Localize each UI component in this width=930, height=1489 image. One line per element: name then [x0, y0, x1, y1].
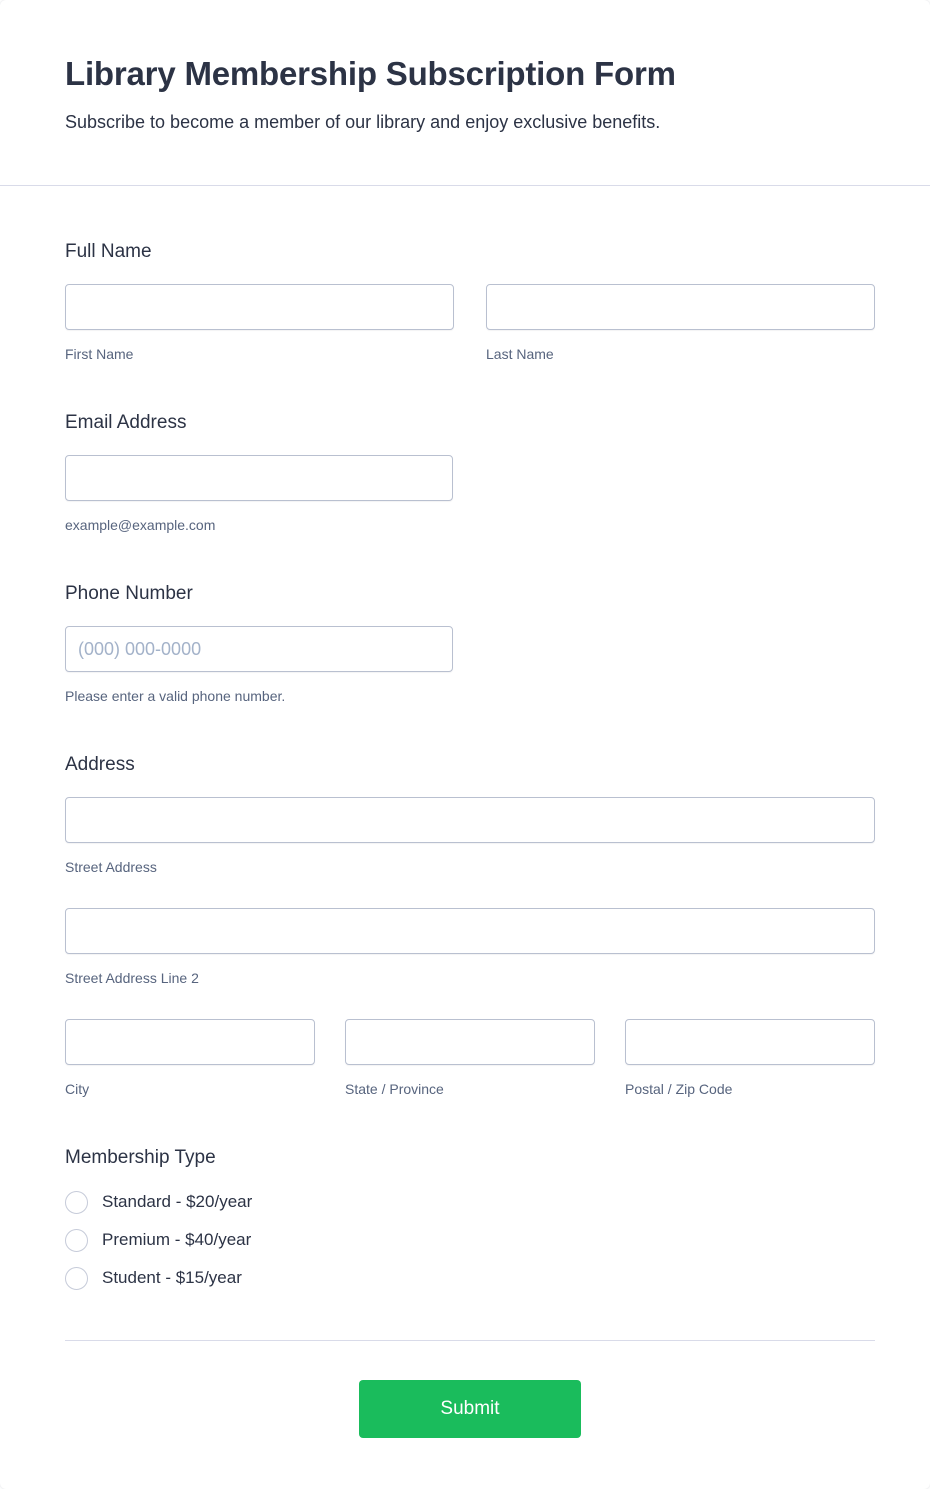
address-label: Address: [65, 754, 135, 775]
email-label: Email Address: [65, 412, 187, 433]
zip-input[interactable]: [625, 1019, 875, 1065]
radio-circle-icon[interactable]: [65, 1229, 88, 1252]
last-name-sublabel: Last Name: [486, 346, 554, 362]
street-address-sublabel: Street Address: [65, 859, 157, 875]
state-sublabel: State / Province: [345, 1081, 444, 1097]
radio-option-standard[interactable]: [65, 1190, 875, 1214]
street-address2-field-group: [65, 908, 875, 986]
radio-option-standard-label: Standard - $20/year: [102, 1192, 253, 1211]
city-sublabel: City: [65, 1081, 90, 1097]
form-body: [0, 186, 930, 1489]
full-name-section: [65, 241, 875, 362]
street-address-field-group: [65, 797, 875, 875]
first-name-input[interactable]: [65, 284, 454, 330]
page-title: Library Membership Subscription Form: [65, 55, 676, 92]
state-field-group: [345, 1019, 595, 1097]
radio-option-student-label: Student - $15/year: [102, 1268, 242, 1287]
first-name-field-group: [65, 284, 454, 362]
form-footer: [65, 1340, 875, 1489]
state-input[interactable]: [345, 1019, 595, 1065]
last-name-input[interactable]: [486, 284, 875, 330]
first-name-sublabel: First Name: [65, 346, 134, 362]
radio-circle-icon[interactable]: [65, 1267, 88, 1290]
city-input[interactable]: [65, 1019, 315, 1065]
radio-circle-icon[interactable]: [65, 1191, 88, 1214]
last-name-field-group: [486, 284, 875, 362]
submit-button[interactable]: Submit: [359, 1380, 581, 1438]
full-name-row: [65, 284, 875, 362]
address-section: [65, 754, 875, 1097]
membership-radio-group: [65, 1190, 875, 1290]
email-input[interactable]: [65, 455, 453, 501]
membership-type-label: Membership Type: [65, 1147, 216, 1168]
phone-section: [65, 583, 875, 704]
street-address2-input[interactable]: [65, 908, 875, 954]
zip-field-group: [625, 1019, 875, 1097]
street-address2-sublabel: Street Address Line 2: [65, 970, 199, 986]
radio-option-premium-label: Premium - $40/year: [102, 1230, 252, 1249]
phone-input[interactable]: [65, 626, 453, 672]
zip-sublabel: Postal / Zip Code: [625, 1081, 733, 1097]
street-address-input[interactable]: [65, 797, 875, 843]
page-subtitle: Subscribe to become a member of our library and enjoy exclusive benefits.: [65, 112, 661, 132]
radio-option-premium[interactable]: [65, 1228, 875, 1252]
radio-option-student[interactable]: [65, 1266, 875, 1290]
form-header: [0, 0, 930, 186]
city-state-zip-row: [65, 1019, 875, 1097]
phone-sublabel: Please enter a valid phone number.: [65, 688, 286, 704]
full-name-label: Full Name: [65, 241, 152, 262]
phone-label: Phone Number: [65, 583, 193, 604]
city-field-group: [65, 1019, 315, 1097]
email-section: [65, 412, 875, 533]
membership-type-section: [65, 1147, 875, 1290]
email-sublabel: example@example.com: [65, 517, 216, 533]
